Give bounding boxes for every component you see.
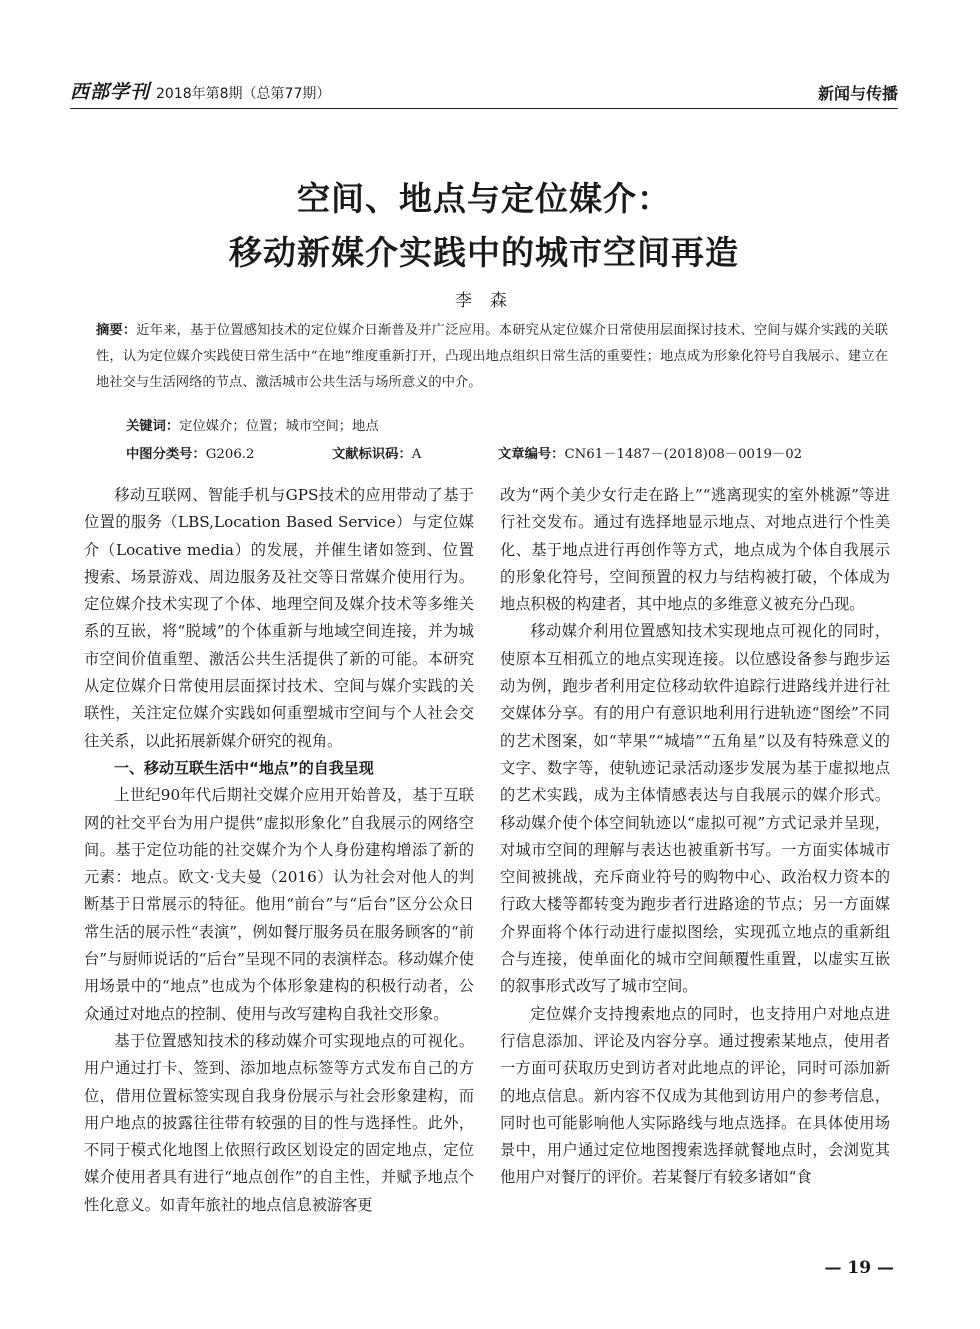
keywords-text: 定位媒介；位置；城市空间；地点	[179, 419, 379, 434]
paragraph: 定位媒介支持搜索地点的同时，也支持用户对地点进行信息添加、评论及内容分享。通过搜索某地点，使用者一方面可获取历史到访者对此地点的评论，同时可添加新的地点信息。新内容不仅成为其他到访用户的参考信息，同时也可能影响他人实际路线与地点选择。在具体使用场景中，用户通过定位地图搜索选择就餐地点时，会浏览其他用户对餐厅的评价。若某餐厅有较多诸如“食	[500, 1004, 890, 1187]
journal-logo: 西部学刊	[70, 81, 151, 103]
keywords-label: 关键词：	[126, 419, 180, 434]
paragraph: 上世纪90年代后期社交媒介应用开始普及，基于互联网的社交平台为用户提供“虚拟形象化”自我展示的网络空间。基于定位功能的社交媒介为个人身份建构增添了新的元素：地点。欧文·戈夫曼（2016）认为社会对他人的判断基于日常展示的特征。他用“前台”与“后台”区分公众日常生活的展示性“表演”，例如餐厅服务员在服务顾客的“前台”与厨师说话的“后台”呈现不同的表演样态。移动媒介使用场景中的“地点”也成为个体形象建构的积极行动者，公众通过对地点的控制、使用与改写建构自我社交形象。	[84, 786, 474, 1023]
paragraph: 移动互联网、智能手机与GPS技术的应用带动了基于位置的服务（LBS,Location Based Service）与定位媒介（Locative media）的发展，并催生诸如签到、位置搜索、场景游戏、周边服务及社交等日常媒介使用行为。定位媒介技术实现了个体、地理空间及媒介技术等多维关系的互嵌，将“脱域”的个体重新与地域空间连接，并为城市空间价值重塑、激活公共生活提供了新的可能。本研究从定位媒介日常使用层面探讨技术、空间与媒介实践的关联性，关注定位媒介实践如何重塑城市空间与个人社会交往关系，以此拓展新媒介研究的视角。	[84, 486, 474, 750]
article-no-label: 文章编号：	[498, 447, 565, 462]
doc-code-label: 文献标识码：	[332, 447, 412, 462]
section-name: 新闻与传播	[817, 84, 898, 103]
abstract	[96, 318, 888, 396]
paragraph: 基于位置感知技术的移动媒介可实现地点的可视化。用户通过打卡、签到、添加地点标签等方式发布自己的方位，借用位置标签实现自我身份展示与社会形象建构，而用户地点的披露往往带有较强的目的性与选择性。此外，不同于模式化地图上依照行政区划设定的固定地点，定位媒介使用者具有进行“地点创作”的自主性，并赋予地点个性化意义。如青年旅社的地点信息被游客更	[84, 1031, 474, 1214]
running-header	[70, 74, 898, 109]
paragraph: 移动媒介利用位置感知技术实现地点可视化的同时，使原本互相孤立的地点实现连接。以位感设备参与跑步运动为例，跑步者利用定位移动软件追踪行进路线并进行社交媒体分享。有的用户有意识地利用行进轨迹“图绘”不同的艺术图案，如“苹果”“城墙”“五角星”以及有特殊意义的文字、数字等，使轨迹记录活动逐步发展为基于虚拟地点的艺术实践，成为主体情感表达与自我展示的媒介形式。移动媒介使个体空间轨迹以“虚拟可视”方式记录并呈现，对城市空间的理解与表达也被重新书写。一方面实体城市空间被挑战，充斥商业符号的购物中心、政治权力资本的行政大楼等都转变为跑步者行进路途的节点；另一方面媒介界面将个体行动进行虚拟图绘，实现孤立地点的重新组合与连接，使单面化的城市空间颠覆性重置，以虚实互嵌的叙事形式改写了城市空间。	[500, 622, 890, 996]
body-column-left	[84, 482, 474, 1219]
clc-value: G206.2	[205, 447, 255, 462]
paragraph-continued: 改为“两个美少女行走在路上”“逃离现实的室外桃源”等进行社交发布。通过有选择地显示地点、对地点进行个性美化、基于地点进行再创作等方式，地点成为个体自我展示的形象化符号，空间预置的权力与结构被打破，个体成为地点积极的构建者，其中地点的多维意义被充分凸现。	[500, 486, 890, 614]
page-number: — 19 —	[824, 1258, 894, 1278]
title-line-2: 移动新媒介实践中的城市空间再造	[229, 233, 739, 272]
keywords	[126, 414, 888, 440]
doc-code-value: A	[411, 447, 422, 462]
clc-label: 中图分类号：	[126, 447, 206, 462]
article-number	[498, 442, 802, 468]
clc-number	[126, 442, 254, 468]
article-title	[70, 172, 898, 280]
author-name: 李森	[455, 291, 525, 311]
article-no-value: CN61－1487－(2018)08－0019－02	[564, 447, 803, 462]
article-metadata	[126, 442, 900, 468]
abstract-text: 近年来，基于位置感知技术的定位媒介日渐普及并广泛应用。本研究从定位媒介日常使用层面探讨技术、空间与媒介实践的关联性，认为定位媒介实践使日常生活中“在地”维度重新打开，凸现出地点组织日常生活的重要性；地点成为形象化符号自我展示、建立在地社交与生活网络的节点、激活城市公共生活与场所意义的中介。	[96, 323, 889, 390]
section-heading: 一、移动互联生活中“地点”的自我呈现	[114, 758, 374, 777]
body-column-right	[500, 482, 890, 1192]
header-left	[70, 77, 330, 104]
title-line-1: 空间、地点与定位媒介：	[297, 179, 671, 218]
document-code	[332, 442, 421, 468]
abstract-label: 摘要：	[96, 323, 137, 338]
issue-info: 2018年第8期（总第77期）	[156, 86, 331, 102]
